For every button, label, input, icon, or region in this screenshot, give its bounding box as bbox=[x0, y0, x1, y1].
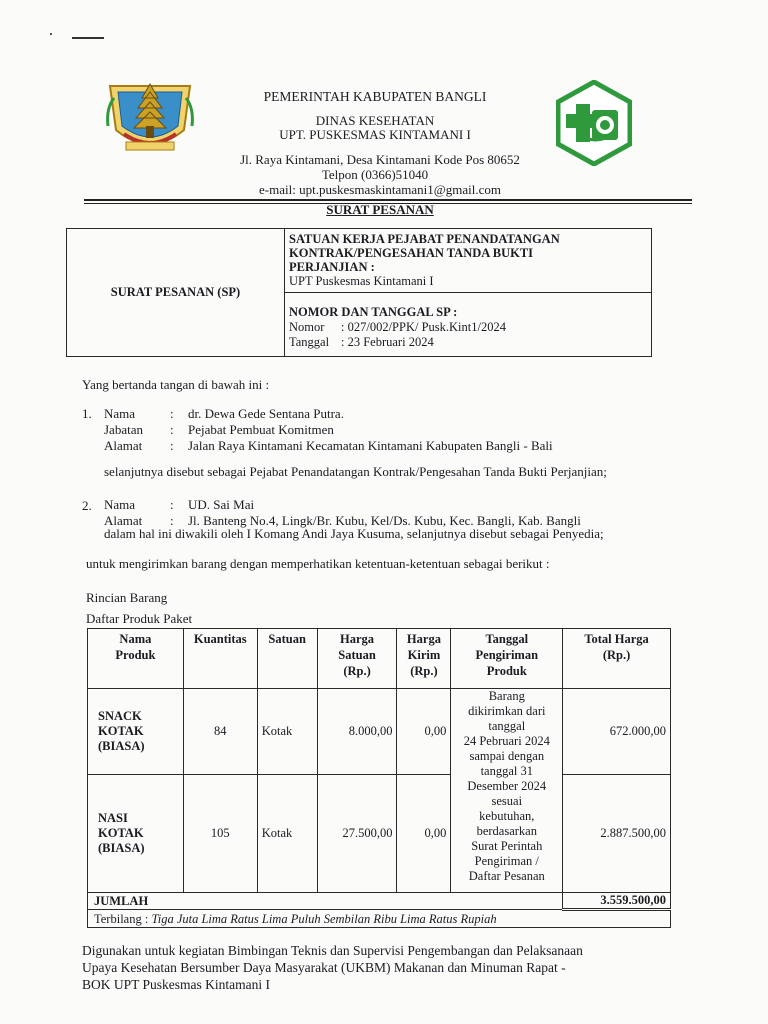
table-row bbox=[88, 775, 671, 893]
col-harga-kirim: Harga Kirim (Rp.) bbox=[397, 629, 451, 689]
col-tanggal-pengiriman: Tanggal Pengiriman Produk bbox=[451, 629, 563, 689]
row-product-name: NASI KOTAK (BIASA) bbox=[88, 775, 184, 893]
row-total: 2.887.500,00 bbox=[563, 775, 671, 893]
purpose-line-1: Digunakan untuk kegiatan Bimbingan Teknis dan Supervisi Pengembangan dan Pelaksanaan bbox=[82, 943, 583, 958]
sp-label: SURAT PESANAN (SP) bbox=[110, 285, 241, 299]
sp-left-cell bbox=[67, 229, 285, 357]
row-unit-price: 8.000,00 bbox=[317, 689, 397, 775]
col-harga-satuan: Harga Satuan (Rp.) bbox=[317, 629, 397, 689]
kop-email: e-mail: upt.puskesmaskintamani1@gmail.com bbox=[259, 182, 501, 197]
party1-address-value: Jalan Raya Kintamani Kecamatan Kintamani Kabupaten Bangli - Bali bbox=[188, 438, 553, 453]
terbilang-label: Terbilang : bbox=[94, 911, 149, 926]
party1-name-value: dr. Dewa Gede Sentana Putra. bbox=[188, 406, 344, 421]
sp-unit-value: UPT Puskesmas Kintamani I bbox=[289, 274, 434, 288]
product-table bbox=[87, 628, 671, 928]
colon: : bbox=[170, 422, 174, 437]
party2-number: 2. bbox=[82, 498, 92, 513]
colon: : bbox=[170, 513, 174, 528]
kop-line-government: PEMERINTAH KABUPATEN BANGLI bbox=[263, 89, 487, 104]
row-shipping-price: 0,00 bbox=[397, 775, 451, 893]
colon: : bbox=[170, 406, 174, 421]
party2-name-label: Nama bbox=[104, 497, 136, 512]
purpose-line-3: BOK UPT Puskesmas Kintamani I bbox=[82, 977, 270, 992]
sp-date-value: : 23 Februari 2024 bbox=[341, 335, 434, 349]
sp-number-heading: NOMOR DAN TANGGAL SP : bbox=[289, 305, 458, 319]
row-quantity: 84 bbox=[183, 689, 257, 775]
party1-designation: selanjutnya disebut sebagai Pejabat Penandatangan Kontrak/Pengesahan Tanda Bukti Perjanjian; bbox=[104, 464, 607, 479]
row-total: 672.000,00 bbox=[563, 689, 671, 775]
party1-address-row bbox=[104, 438, 553, 454]
document-title: SURAT PESANAN bbox=[326, 202, 434, 217]
party1-position-label: Jabatan bbox=[104, 422, 143, 437]
colon: : bbox=[170, 497, 174, 512]
row-quantity: 105 bbox=[183, 775, 257, 893]
daftar-heading: Daftar Produk Paket bbox=[86, 611, 193, 626]
terbilang-value: Tiga Juta Lima Ratus Lima Puluh Sembilan Ribu Lima Ratus Rupiah bbox=[151, 911, 497, 926]
sp-date-label: Tanggal bbox=[289, 335, 330, 349]
scan-mark bbox=[72, 37, 104, 39]
sp-number-cell bbox=[285, 293, 652, 357]
delivery-note-cell: Barang dikirimkan dari tanggal 24 Pebruari 2024 sampai dengan tanggal 31 Desember 2024 sesuai kebutuhan, berdasarkan Surat Perintah Pengiriman / Daftar Pesanan bbox=[451, 689, 563, 893]
row-unit: Kotak bbox=[257, 689, 317, 775]
party1-name-label: Nama bbox=[104, 406, 136, 421]
sp-number-value: : 027/002/PPK/ Pusk.Kint1/2024 bbox=[341, 320, 506, 334]
col-total-harga: Total Harga (Rp.) bbox=[563, 629, 671, 689]
party2-representative: dalam hal ini diwakili oleh I Komang Andi Jaya Kusuma, selanjutnya disebut sebagai Penyedia; bbox=[104, 526, 604, 541]
intro-text: Yang bertanda tangan di bawah ini : bbox=[82, 377, 270, 392]
sp-number-label: Nomor bbox=[289, 320, 325, 334]
party1-position-value: Pejabat Pembuat Komitmen bbox=[188, 422, 334, 437]
party1-number: 1. bbox=[82, 406, 92, 421]
party1-position-row bbox=[104, 422, 553, 438]
purpose-line-2: Upaya Kesehatan Bersumber Daya Masyarakat (UKBM) Makanan dan Minuman Rapat - bbox=[82, 960, 566, 975]
party1-name-row bbox=[104, 406, 553, 422]
row-product-name: SNACK KOTAK (BIASA) bbox=[88, 689, 184, 775]
jumlah-value: 3.559.500,00 bbox=[563, 893, 671, 910]
kop-address: Jl. Raya Kintamani, Desa Kintamani Kode Pos 80652 bbox=[240, 152, 520, 167]
scan-dot bbox=[50, 33, 52, 35]
sp-info-table bbox=[66, 228, 652, 357]
terbilang-row bbox=[88, 910, 671, 928]
party1-address-label: Alamat bbox=[104, 438, 143, 453]
col-nama-produk: Nama Produk bbox=[88, 629, 184, 689]
party2-block bbox=[104, 497, 581, 529]
party1-block bbox=[104, 406, 553, 454]
sp-unit-heading-1: SATUAN KERJA PEJABAT PENANDATANGAN bbox=[289, 232, 560, 246]
kop-divider-thick bbox=[84, 199, 692, 201]
purpose-text bbox=[82, 942, 583, 993]
terbilang-cell bbox=[88, 910, 671, 928]
send-instruction: untuk mengirimkan barang dengan memperhatikan ketentuan-ketentuan sebagai berikut : bbox=[86, 556, 550, 571]
row-unit-price: 27.500,00 bbox=[317, 775, 397, 893]
col-satuan: Satuan bbox=[257, 629, 317, 689]
party2-name-value: UD. Sai Mai bbox=[188, 497, 255, 512]
table-row bbox=[88, 689, 671, 775]
sp-unit-heading-3: PERJANJIAN : bbox=[289, 260, 375, 274]
bangli-emblem-logo bbox=[104, 78, 196, 158]
rincian-heading: Rincian Barang bbox=[86, 590, 168, 605]
row-shipping-price: 0,00 bbox=[397, 689, 451, 775]
product-table-header bbox=[88, 629, 671, 689]
kop-line-unit: UPT. PUSKESMAS KINTAMANI I bbox=[279, 127, 471, 142]
sp-unit-heading-2: KONTRAK/PENGESAHAN TANDA BUKTI bbox=[289, 246, 534, 260]
party2-address-label: Alamat bbox=[104, 513, 143, 528]
row-unit: Kotak bbox=[257, 775, 317, 893]
puskesmas-logo bbox=[556, 80, 632, 166]
kop-line-agency: DINAS KESEHATAN bbox=[315, 113, 435, 128]
sp-number-row bbox=[289, 320, 647, 335]
party2-name-row bbox=[104, 497, 581, 513]
sp-date-row bbox=[289, 335, 647, 350]
sp-unit-cell bbox=[285, 229, 652, 293]
colon: : bbox=[170, 438, 174, 453]
jumlah-label: JUMLAH bbox=[88, 893, 563, 910]
jumlah-row bbox=[88, 893, 671, 910]
col-kuantitas: Kuantitas bbox=[183, 629, 257, 689]
party2-address-value: Jl. Banteng No.4, Lingk/Br. Kubu, Kel/Ds. Kubu, Kec. Bangli, Kab. Bangli bbox=[188, 513, 581, 528]
kop-phone: Telpon (0366)51040 bbox=[321, 167, 429, 182]
